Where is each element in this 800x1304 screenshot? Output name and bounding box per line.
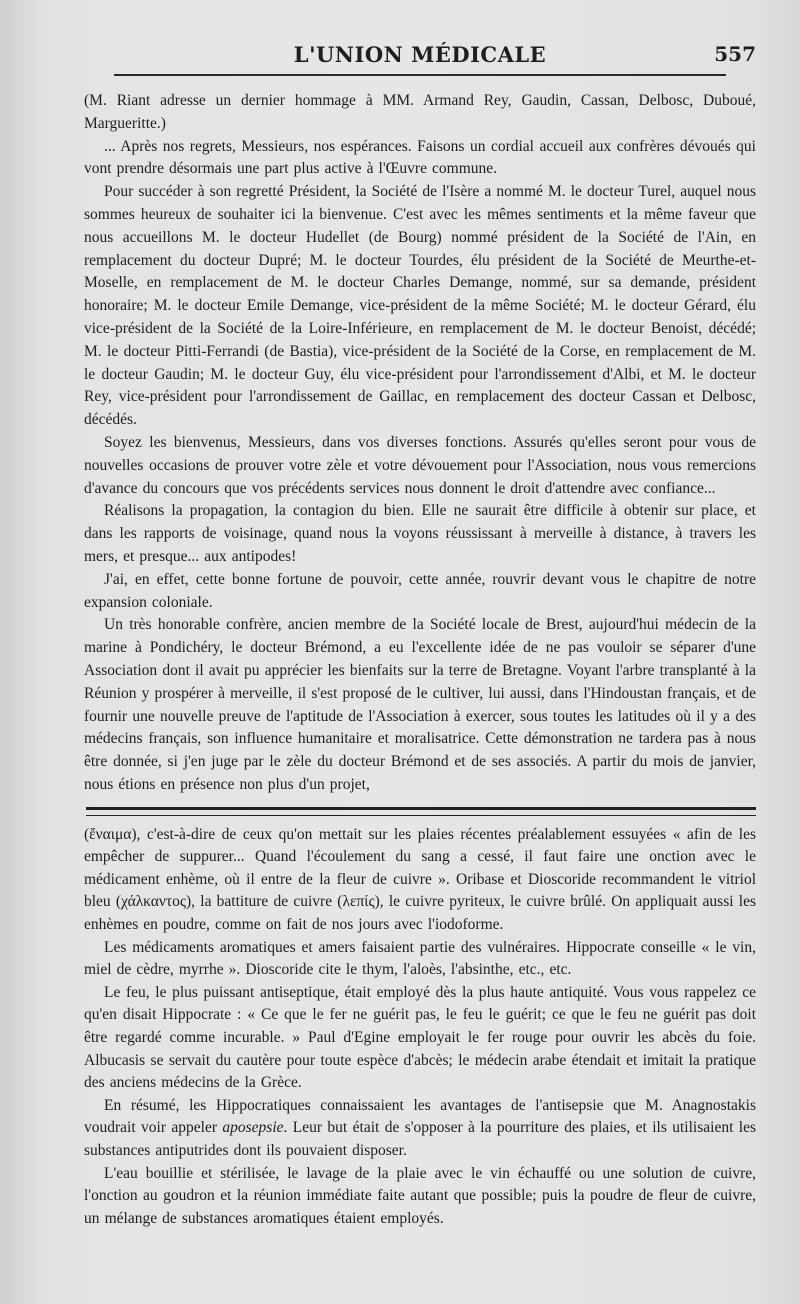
running-head xyxy=(84,36,756,66)
italic-term: aposepsie xyxy=(222,1119,284,1137)
page-number: 557 xyxy=(714,42,756,66)
footnotes xyxy=(84,824,756,1231)
paragraph: Soyez les bienvenus, Messieurs, dans vos diverses fonctions. Assurés qu'elles seront pour vous de nouvelles occasions de prouver votre zèle et votre dévouement pour l'Association, nous vous remercions d'avance du concours que vos précédents services nous donnent le droit d'attendre avec confiance... xyxy=(84,433,756,497)
main-text xyxy=(84,90,756,797)
footnote-paragraph: Les médicaments aromatiques et amers faisaient partie des vulnéraires. Hippocrate conseille « le vin, miel de cèdre, myrrhe ». Dioscoride cite le thym, l'aloès, l'absinthe, etc., etc. xyxy=(84,938,756,979)
footnote-paragraph: (ἔναιμα), c'est-à-dire de ceux qu'on mettait sur les plaies récentes préalablement essuyées « afin de les empêcher de suppurer... Quand l'écoulement du sang a cessé, il faut faire une onction avec le médicament enhème, où il entre de la fleur de cuivre ». Oribase et Dioscoride recommandent le vitriol bleu (χάλκαντος), la battiture de cuivre (λεπίς), le cuivre pyriteux, le cuivre brûlé. On appliquait aussi les enhèmes en poudre, comme on fait de nos jours avec l'iodoforme. xyxy=(84,825,756,934)
footnote-rule xyxy=(86,807,756,816)
footnote-paragraph: L'eau bouillie et stérilisée, le lavage de la plaie avec le vin échauffé ou une solution de cuivre, l'onction au goudron et la réunion immédiate faite autant que possible; puis la poudre de fleur de cuivre, un mélange de substances aromatiques étaient employés. xyxy=(84,1164,756,1227)
paragraph: Un très honorable confrère, ancien membre de la Société locale de Brest, aujourd'hui médecin de la marine à Pondichéry, le docteur Brémond, a eu l'excellente idée de ne pas vouloir se séparer d'une Association dont il avait pu apprécier les bienfaits sur la terre de Bretagne. Voyant l'arbre transplanté à la Réunion y prospérer à merveille, il s'est proposé de le cultiver, lui aussi, dans l'Hindoustan français, et de fournir une nouvelle preuve de l'aptitude de l'Association à exercer, sous toutes les latitudes où il y a des médecins français, son influence humanitaire et moralisatrice. Cette démonstration ne tardera pas à nous être donnée, si j'en juge par le zèle du docteur Brémond et de ses associés. A partir du mois de janvier, nous étions en présence non plus d'un projet, xyxy=(84,616,756,793)
paragraph: ... Après nos regrets, Messieurs, nos espérances. Faisons un cordial accueil aux confrères dévoués qui vont prendre désormais une part plus active à l'Œuvre commune. xyxy=(84,137,756,178)
paragraph: Réalisons la propagation, la contagion du bien. Elle ne saurait être difficile à obtenir sur place, et dans les rapports de voisinage, quand nous la voyons réussissant à merveille à distance, à travers les mers, et presque... aux antipodes! xyxy=(84,502,756,565)
paragraph: J'ai, en effet, cette bonne fortune de pouvoir, cette année, rouvrir devant vous le chapitre de notre expansion coloniale. xyxy=(84,570,756,611)
paragraph: (M. Riant adresse un dernier hommage à MM. Armand Rey, Gaudin, Cassan, Delbosc, Duboué, Margueritte.) xyxy=(84,92,756,132)
footnote-text: . Leur but était de s'opposer à la pourriture des plaies, et ils utilisaient les substances antiputrides dont ils pouvaient disposer. xyxy=(84,1119,756,1160)
footnote-paragraph: Le feu, le plus puissant antiseptique, était employé dès la plus haute antiquité. Vous vous rappelez ce qu'en disait Hippocrate : « Ce que le fer ne guérit pas, le feu le guérit; ce que le feu ne guérit pas doit être regardé comme incurable. » Paul d'Egine employait le fer rouge pour ouvrir les abcès du foie. Albucasis se servait du cautère pour toute espèce d'abcès; le médecin arabe étendait et imitait la pratique des anciens médecins de la Grèce. xyxy=(84,983,756,1092)
header-rule xyxy=(114,74,726,76)
footnote-text: En résumé, les Hippocratiques connaissaient les avantages de l'antisepsie que M. Anagnostakis voudrait voir appeler xyxy=(84,1096,756,1137)
journal-title: L'UNION MÉDICALE xyxy=(293,42,547,67)
paragraph: Pour succéder à son regretté Président, la Société de l'Isère a nommé M. le docteur Turel, auquel nous sommes heureux de souhaiter ici la bienvenue. C'est avec les mêmes sentiments et la même faveur que nous accueillons M. le docteur Hudellet (de Bourg) nommé président de la Société de l'Ain, en remplacement du docteur Dupré; M. le docteur Tourdes, élu président de la Société de Meurthe-et-Moselle, en remplacement de M. le docteur Charles Demange, nommé, sur sa demande, président honoraire; M. le docteur Emile Demange, vice-président de la même Société; M. le docteur Gérard, élu vice-président de la Société de la Loire-Inférieure, en remplacement de M. le docteur Benoist, décédé; M. le docteur Pitti-Ferrandi (de Bastia), vice-président de la Société de la Corse, en remplacement de M. le docteur Gaudin; M. le docteur Guy, élu vice-président pour l'arrondissement d'Albi, et M. le docteur Rey, vice-président pour l'arrondissement de Gaillac, en remplacement des docteur Cassan et Delbosc, décédés. xyxy=(84,183,756,429)
footnote-paragraph xyxy=(84,1095,756,1163)
